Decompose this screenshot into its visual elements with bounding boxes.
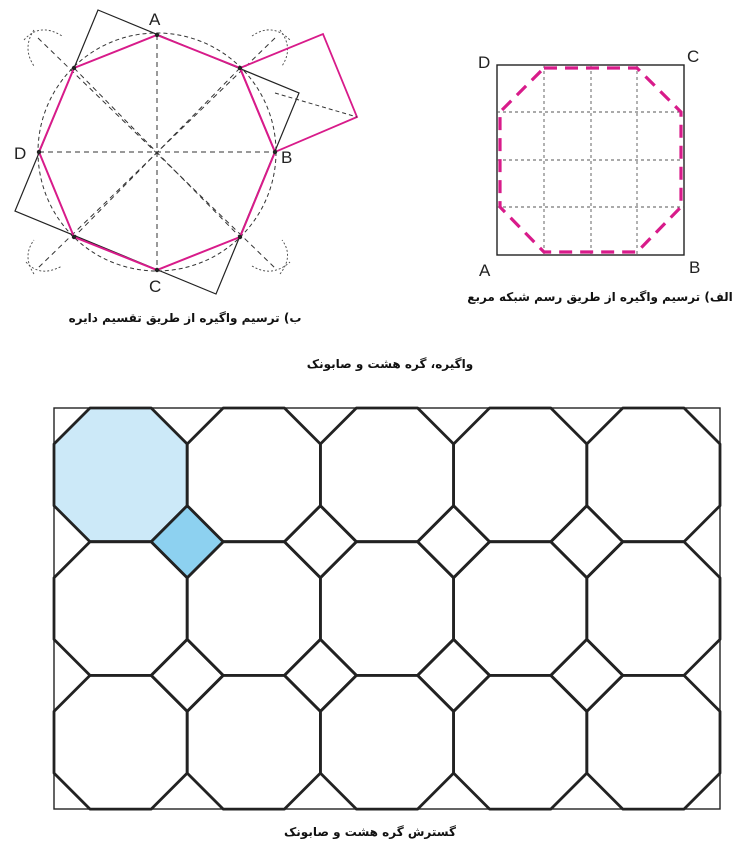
pattern-octagon (320, 408, 453, 542)
pattern-octagon (320, 675, 453, 809)
pattern-square (151, 639, 223, 711)
pattern-square (418, 639, 490, 711)
square-grid-diagram (467, 47, 733, 305)
pattern-tiles (54, 408, 720, 809)
pattern-octagon (320, 542, 453, 676)
label-square-a: A (479, 261, 491, 280)
pattern-square (284, 506, 356, 578)
pattern-square (551, 639, 623, 711)
pattern-octagon (187, 675, 320, 809)
pattern-octagon (587, 408, 720, 542)
caption-square-method: الف) ترسیم واگیره از طریق رسم شبکه مربع (467, 290, 733, 304)
pattern-octagon (587, 542, 720, 676)
construction-dashed-line (275, 93, 357, 117)
caption-circle-method: ب) ترسیم واگیره از طریق تقسیم دایره (68, 311, 302, 325)
pattern-octagon (54, 675, 187, 809)
circle-method-diagram (14, 10, 357, 326)
label-square-b: B (689, 258, 701, 277)
label-circle-c: C (149, 277, 162, 296)
pattern-square (551, 506, 623, 578)
pattern-octagon (54, 542, 187, 676)
tiled-pattern (54, 408, 720, 809)
pattern-title: گسترش گره هشت و صابونک (284, 825, 456, 839)
pattern-octagon (187, 408, 320, 542)
pattern-octagon (187, 542, 320, 676)
module-title: واگیره، گره هشت و صابونک (306, 357, 474, 371)
pattern-square (418, 506, 490, 578)
grid-dashed-lines (497, 65, 684, 255)
label-square-d: D (478, 53, 491, 72)
pattern-octagon (454, 542, 587, 676)
pattern-octagon (54, 408, 187, 542)
pattern-square (284, 639, 356, 711)
label-square-c: C (687, 47, 700, 66)
pattern-octagon (454, 408, 587, 542)
pattern-octagon (587, 675, 720, 809)
label-circle-d: D (14, 144, 27, 163)
label-circle-a: A (149, 10, 161, 29)
label-circle-b: B (281, 148, 293, 167)
pattern-octagon (454, 675, 587, 809)
